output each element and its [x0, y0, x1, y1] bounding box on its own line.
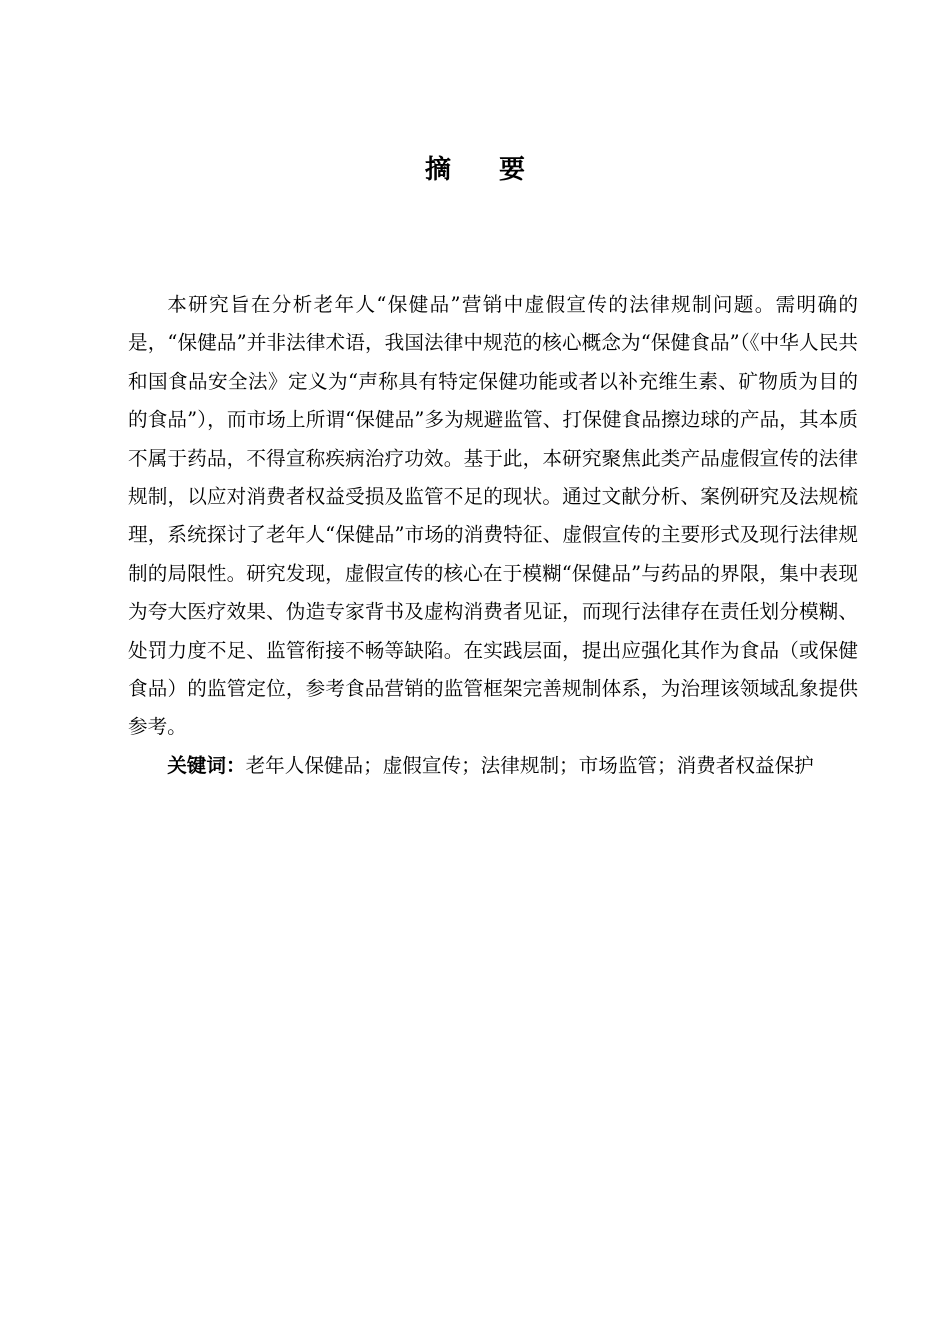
keywords-label: 关键词：	[167, 753, 246, 777]
abstract-body	[128, 286, 858, 785]
heading-char-2: 要	[499, 155, 526, 185]
abstract-paragraph: 本研究旨在分析老年人“保健品”营销中虚假宣传的法律规制问题。需明确的是，“保健品”并非法律术语，我国法律中规范的核心概念为“保健食品”（《中华人民共和国食品安全法》定义为“声称具有特定保健功能或者以补充维生素、矿物质为目的的食品”），而市场上所谓“保健品”多为规避监管、打保健食品擦边球的产品，其本质不属于药品，不得宣称疾病治疗功效。基于此，本研究聚焦此类产品虚假宣传的法律规制，以应对消费者权益受损及监管不足的现状。通过文献分析、案例研究及法规梳理，系统探讨了老年人“保健品”市场的消费特征、虚假宣传的主要形式及现行法律规制的局限性。研究发现，虚假宣传的核心在于模糊“保健品”与药品的界限，集中表现为夸大医疗效果、伪造专家背书及虚构消费者见证，而现行法律存在责任划分模糊、处罚力度不足、监管衔接不畅等缺陷。在实践层面，提出应强化其作为食品（或保健食品）的监管定位，参考食品营销的监管框架完善规制体系，为治理该领域乱象提供参考。	[128, 293, 858, 739]
keywords-text: 老年人保健品；虚假宣传；法律规制；市场监管；消费者权益保护	[245, 753, 814, 777]
heading-char-1: 摘	[424, 155, 451, 185]
abstract-heading	[0, 150, 950, 190]
keywords-line	[128, 747, 858, 785]
